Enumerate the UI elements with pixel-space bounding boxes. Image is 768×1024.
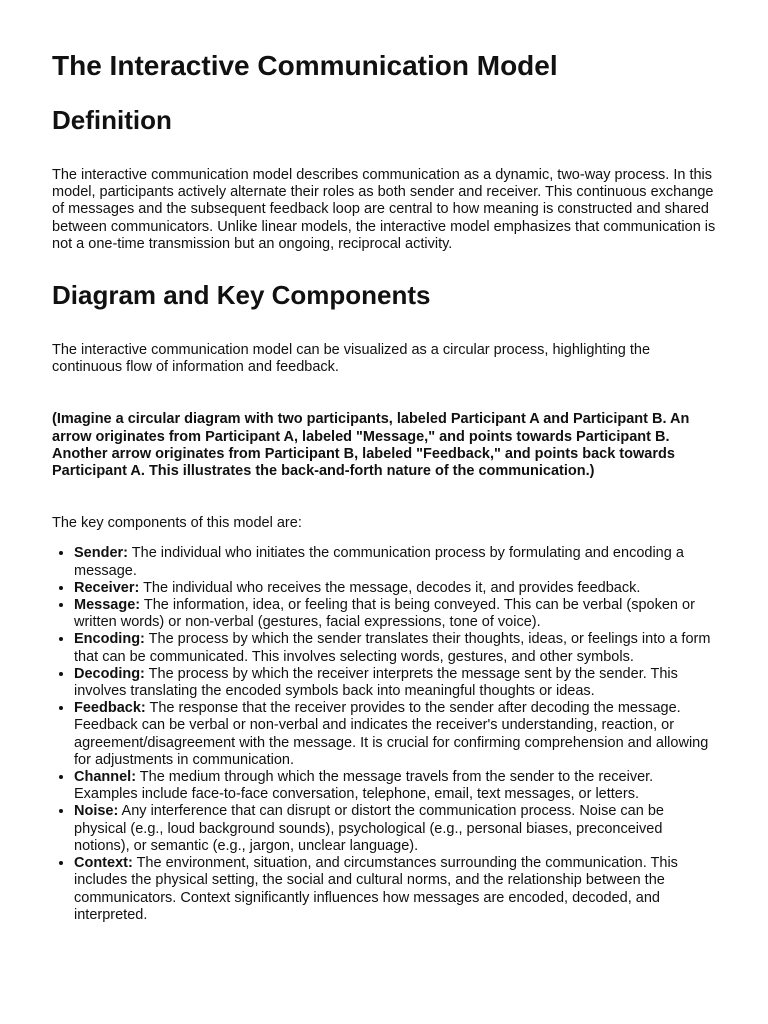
component-term: Sender: [74,545,128,562]
component-desc: Any interference that can disrupt or distort the communication process. Noise can be physical (e.g., loud background sounds), psychological (e.g., personal biases, preconceived notions), or semantic (e.g., jargon, unclear language). [74,803,664,854]
component-term: Encoding: [74,631,145,648]
component-desc: The process by which the sender translates their thoughts, ideas, or feelings into a form that can be communicated. This involves selecting words, gestures, and other symbols. [74,631,711,665]
component-term: Feedback: [74,700,146,717]
list-item-decoding [74,666,716,700]
diagram-intro-text: The interactive communication model can be visualized as a circular process, highlighting the continuous flow of information and feedback. [52,342,651,376]
list-item-noise [74,803,716,855]
list-item-message [74,597,716,631]
component-desc: The medium through which the message travels from the sender to the receiver. Examples include face-to-face conversation, telephone, email, text messages, or letters. [74,769,654,803]
component-term: Context: [74,855,133,872]
component-desc: The individual who receives the message, decodes it, and provides feedback. [139,579,641,596]
components-list [52,545,716,923]
list-item-sender [74,545,716,579]
list-item-encoding [74,631,716,665]
diagram-heading: Diagram and Key Components [52,280,431,311]
key-components-intro: The key components of this model are: [52,515,302,532]
page-title: The Interactive Communication Model [52,50,558,81]
list-item-receiver [74,580,716,597]
component-term: Channel: [74,769,137,786]
component-term: Receiver: [74,579,140,596]
list-item-context [74,855,716,924]
component-desc: The individual who initiates the communication process by formulating and encoding a message. [74,545,684,579]
definition-heading: Definition [52,105,172,135]
component-desc: The information, idea, or feeling that is being conveyed. This can be verbal (spoken or written words) or non-verbal (gestures, facial expressions, tone of voice). [74,597,695,631]
list-item-feedback [74,700,716,769]
component-term: Noise: [74,803,119,820]
definition-text: The interactive communication model describes communication as a dynamic, two-way process. In this model, participants actively alternate their roles as both sender and receiver. This continuous exchange of messages and the subsequent feedback loop are central to how meaning is constructed and shared between communicators. Unlike linear models, the interactive model emphasizes that communication is not a one-time transmission but an ongoing, reciprocal activity. [52,167,716,252]
imagine-diagram-text: (Imagine a circular diagram with two participants, labeled Participant A and Participant B. An arrow originates from Participant A, labeled "Message," and points towards Participant B. Another arrow originates from Participant B, labeled "Feedback," and points back towards Participant A. This illustrates the back-and-forth nature of the communication.) [52,411,690,480]
component-desc: The response that the receiver provides to the sender after decoding the message. Feedback can be verbal or non-verbal and indicates the receiver's understanding, reaction, or agreement/disagreement with the message. It is crucial for confirming comprehension and allowing for adjustments in communication. [74,700,709,768]
component-desc: The process by which the receiver interprets the message sent by the sender. This involves translating the encoded symbols back into meaningful thoughts or ideas. [74,665,678,700]
component-term: Decoding: [74,665,145,682]
component-desc: The environment, situation, and circumstances surrounding the communication. This includes the physical setting, the social and cultural norms, and the relationship between the communicators. Context significantly influences how messages are encoded, decoded, and interpreted. [74,855,678,923]
list-item-channel [74,769,716,803]
component-term: Message: [74,597,141,614]
